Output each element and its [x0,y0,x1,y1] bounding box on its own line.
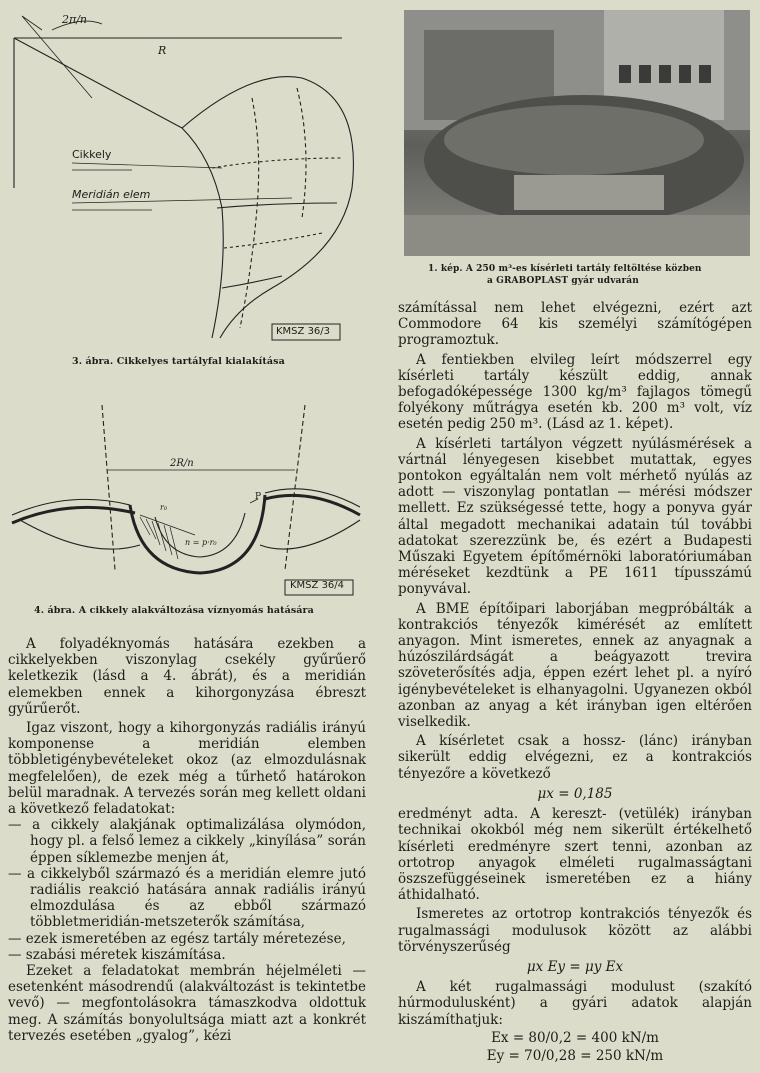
formula-contraction: μx = 0,185 [537,785,613,802]
figure-3-segment-label: Cikkely [72,148,112,161]
paragraph: A két rugalmassági modulust (szakító húrmodulusként) a gyári adatok alapján kiszámíthatjuk: [398,979,752,1028]
figure-3-code: KMSZ 36/3 [276,326,331,337]
figure-3-caption: 3. ábra. Cikkelyes tartályfal kialakítása [72,356,285,367]
figure-3-angle-label: 2π/n [62,13,88,26]
left-text-column [8,636,366,1044]
figure-4-r0-label: r₀ [160,503,168,512]
paragraph: eredményt adta. A kereszt- (vetülék) irányban technikai okokból még nem sikerült értékelhető kísérleti eredményre szert tenni, azonban az ortotrop anyagok elméleti rugalmasságtani öszszefüggéseinek ismeretében ez a hiány áthidalható. [398,806,752,904]
photo-caption-line-2: a GRABOPLAST gyár udvarán [487,276,639,286]
paragraph: A kísérletet csak a hossz- (lánc) irányban sikerült eddig elvégezni, ez a kontrakciós tényezőre a következő [398,733,752,782]
figure-3-element-label: Meridián elem [72,188,151,201]
figure-4-width-label: 2R/n [170,458,194,469]
figure-4-formula-label: n = p·r₀ [185,538,217,547]
list-item: — szabási méretek kiszámítása. [8,946,226,963]
paragraph: A BME építőipari laborjában megpróbálták a kontrakciós tényezők kimérését az említett anyagon. Mint ismeretes, ennek az anyagnak a húzószilárdságát a beágyazott trevira szöveterősítés adja, éppen ezért lehet pl. a nyíró igénybevételeket is elhanyagolni. Ugyanezen okból azonban az anyag a két irányban igen eltérően viselkedik. [398,600,752,731]
paragraph: Ismeretes az ortotrop kontrakciós tényezők és rugalmassági modulusok között az alábbi törvényszerűség [398,906,752,955]
paragraph: Ezeket a feladatokat membrán héjelméleti — esetenként másodrendű (alakváltozást is tekintetbe vevő) — megfontolásokra támaszkodva oldottuk meg. A számítás bonyolultsága miatt azt a konkrét tervezés esetében „gyalog”, kézi [8,963,366,1044]
equation-ex: Ex = 80/0,2 = 400 kN/m [491,1029,659,1046]
figure-4-p-label: P [255,492,262,502]
paragraph: számítással nem lehet elvégezni, ezért azt Commodore 64 kis személyi számítógépen programoztuk. [398,300,752,349]
photo-caption-line-1: 1. kép. A 250 m³-es kísérleti tartály feltöltése közben [428,264,702,274]
photo-tank-filling [404,10,750,256]
formula-orthotropic: μx Ey = μy Ex [526,958,624,975]
figure-4-diagram [10,395,370,600]
figure-3-radius-label: R [158,44,167,57]
list-item: — ezek ismeretében az egész tartály méretezése, [8,930,346,947]
figure-3-diagram [12,8,367,348]
task-list [8,817,366,963]
right-text-column [398,300,752,1064]
equation-ey: Ey = 70/0,28 = 250 kN/m [486,1047,664,1064]
paragraph: Igaz viszont, hogy a kihorgonyzás radiális irányú komponense a meridián elemben többletigénybevételeket okoz (az elmozdulásnak megfelelően), de ezek még a tűrhető határokon belül maradnak. A tervezés során meg kellett oldani a következő feladatokat: [8,720,366,818]
paragraph: A kísérleti tartályon végzett nyúlásmérések a vártnál lényegesen kisebbet mutattak, egyes pontokon egyáltalán nem volt mérhető nyúlás az adott — viszonylag pontatlan — mérési módszer mellett. Ez szükségessé tette, hogy a ponyva gyár által megadott mechanikai adatain túl további adatokat szerezzünk be, és ezért a Budapesti Műszaki Egyetem építőmérnöki laboratóriumában méréseket kezdtünk a PE 1611 típusszámú ponyvával. [398,435,752,598]
paragraph: A fentiekben elvileg leírt módszerrel egy kísérleti tartály készült eddig, annak befogadóképessége 1300 kg/m³ fajlagos tömegű folyékony műtrágya esetén kb. 200 m³ volt, víz esetén pedig 250 m³. (Lásd az 1. képet). [398,351,752,433]
figure-4-caption: 4. ábra. A cikkely alakváltozása víznyomás hatására [34,605,314,616]
paragraph: A folyadéknyomás hatására ezekben a cikkelyekben viszonylag csekély gyűrűerő keletkezik (lásd a 4. ábrát), és a meridián elemekben ennek a kihorgonyzása ébreszt gyűrűerőt. [8,636,366,717]
list-item: — a cikkelyből származó és a meridián elemre jutó radiális reakció hatására annak radiális irányú elmozdulása és az ebből származó többletmeridián-metszeterők számítása, [8,865,366,931]
figure-4-code: KMSZ 36/4 [290,580,345,591]
list-item: — a cikkely alakjának optimalizálása olymódon, hogy pl. a felső lemez a cikkely „kinyílása” során éppen síklemezbe menjen át, [8,817,366,866]
